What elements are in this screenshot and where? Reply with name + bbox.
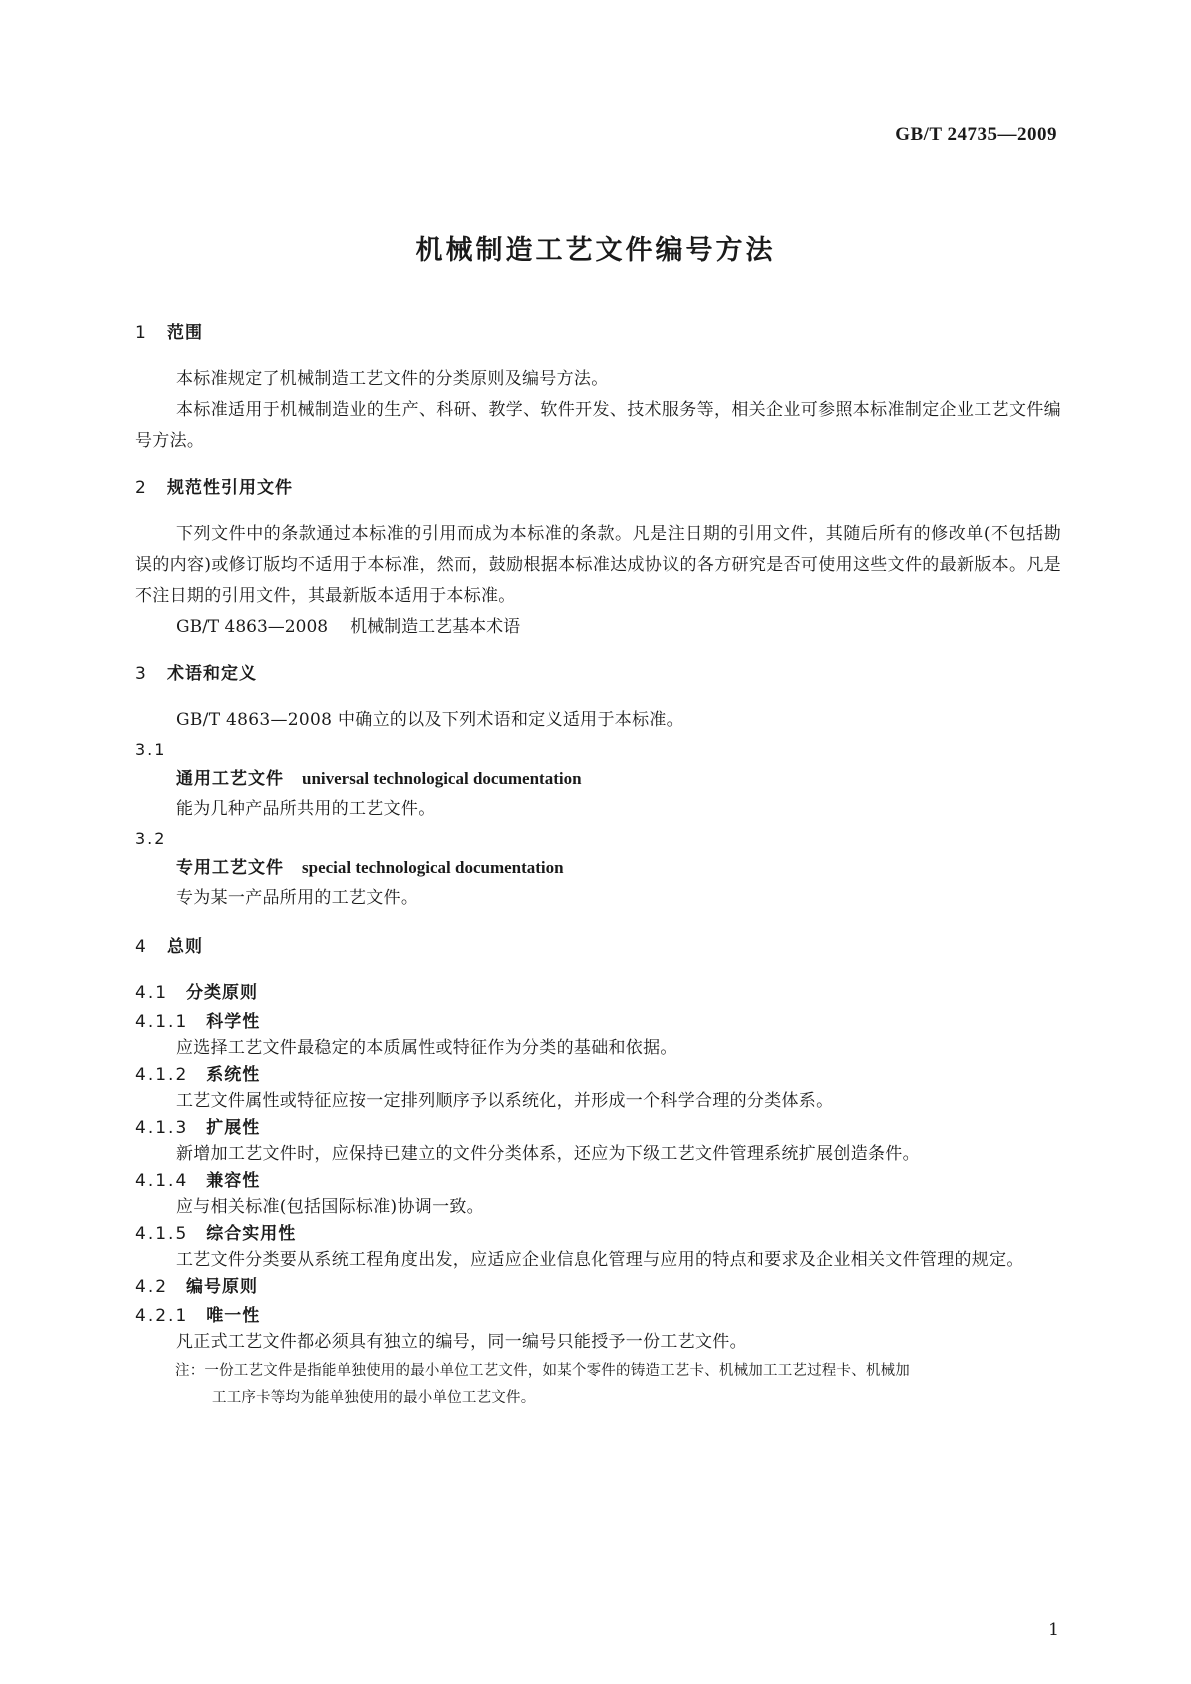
section-4-1-2-text: 工艺文件属性或特征应按一定排列顺序予以系统化，并形成一个科学合理的分类体系。 [176, 1091, 834, 1111]
normative-references-paragraph: 下列文件中的条款通过本标准的引用而成为本标准的条款。凡是注日期的引用文件，其随后所有的修改单(不包括勘误的内容)或修订版均不适用于本标准，然而，鼓励根据本标准达成协议的各方研究是否可使用这些文件的最新版本。凡是不注日期的引用文件，其最新版本适用于本标准。 [135, 524, 1061, 606]
reference-entry [135, 612, 1061, 643]
section-4-heading [135, 936, 1061, 958]
section-title: 编号原则 [186, 1277, 259, 1297]
section-4-2-1-heading [135, 1305, 1061, 1327]
reference-code: GB/T 4863—2008 [176, 617, 329, 637]
scope-paragraph-1: 本标准规定了机械制造工艺文件的分类原则及编号方法。 [176, 369, 609, 389]
section-4-1-3-heading [135, 1117, 1061, 1139]
section-4-2-heading [135, 1276, 1061, 1298]
term-3-1-definition: 能为几种产品所共用的工艺文件。 [176, 799, 436, 819]
section-number: 2 [135, 478, 147, 498]
note-line-1: 注：一份工艺文件是指能单独使用的最小单位工艺文件，如某个零件的铸造工艺卡、机械加工工艺过程卡、机械加 [175, 1363, 910, 1379]
note [135, 1358, 1061, 1412]
document-title: 机械制造工艺文件编号方法 [415, 235, 776, 266]
section-number: 3 [135, 664, 147, 684]
term-3-1-name [135, 764, 1061, 794]
section-title: 科学性 [206, 1012, 261, 1032]
section-2-heading [135, 477, 1061, 499]
section-4-1-1-heading [135, 1011, 1061, 1033]
term-3-1-number: 3.1 [135, 740, 167, 759]
reference-title: 机械制造工艺基本术语 [350, 617, 521, 637]
section-1-heading [135, 322, 1061, 344]
terms-intro-paragraph: GB/T 4863—2008 中确立的以及下列术语和定义适用于本标准。 [176, 710, 684, 730]
section-4-1-4-heading [135, 1170, 1061, 1192]
section-4-1-1-text: 应选择工艺文件最稳定的本质属性或特征作为分类的基础和依据。 [176, 1038, 678, 1058]
section-number: 4.1 [135, 983, 169, 1003]
section-4-1-5-heading [135, 1223, 1061, 1245]
section-number: 4.1.1 [135, 1012, 189, 1032]
note-line-2: 工工序卡等均为能单独使用的最小单位工艺文件。 [212, 1390, 536, 1406]
section-number: 4.1.3 [135, 1118, 189, 1138]
term-english: special technological documentation [302, 858, 564, 877]
section-title: 扩展性 [206, 1118, 261, 1138]
section-title: 范围 [167, 323, 203, 343]
section-4-1-5-text: 工艺文件分类要从系统工程角度出发，应适应企业信息化管理与应用的特点和要求及企业相关文件管理的规定。 [176, 1250, 1024, 1270]
term-3-2-definition: 专为某一产品所用的工艺文件。 [176, 888, 419, 908]
term-english: universal technological documentation [302, 769, 582, 788]
section-title: 分类原则 [186, 983, 259, 1003]
section-4-1-heading [135, 982, 1061, 1004]
section-3-heading [135, 663, 1061, 685]
page-number: 1 [1048, 1620, 1059, 1640]
section-number: 4.2 [135, 1277, 169, 1297]
section-title: 系统性 [206, 1065, 261, 1085]
standard-code: GB/T 24735—2009 [895, 124, 1057, 145]
section-title: 规范性引用文件 [167, 478, 293, 498]
scope-paragraph-2: 本标准适用于机械制造业的生产、科研、教学、软件开发、技术服务等，相关企业可参照本标准制定企业工艺文件编号方法。 [135, 400, 1061, 451]
section-title: 总则 [167, 937, 203, 957]
term-chinese: 通用工艺文件 [176, 769, 284, 789]
section-4-1-2-heading [135, 1064, 1061, 1086]
section-number: 1 [135, 323, 147, 343]
term-3-2-number: 3.2 [135, 829, 167, 848]
section-title: 综合实用性 [206, 1224, 297, 1244]
section-number: 4.1.5 [135, 1224, 189, 1244]
term-chinese: 专用工艺文件 [176, 858, 284, 878]
section-title: 唯一性 [206, 1306, 261, 1326]
section-title: 术语和定义 [167, 664, 257, 684]
section-number: 4 [135, 937, 147, 957]
section-number: 4.1.4 [135, 1171, 189, 1191]
term-3-2-name [135, 853, 1061, 883]
document-body [135, 322, 1061, 1412]
section-4-2-1-text: 凡正式工艺文件都必须具有独立的编号，同一编号只能授予一份工艺文件。 [176, 1332, 747, 1352]
section-number: 4.1.2 [135, 1065, 189, 1085]
section-4-1-4-text: 应与相关标准(包括国际标准)协调一致。 [176, 1197, 484, 1217]
section-4-1-3-text: 新增加工艺文件时，应保持已建立的文件分类体系，还应为下级工艺文件管理系统扩展创造条件。 [176, 1144, 920, 1164]
section-title: 兼容性 [206, 1171, 261, 1191]
section-number: 4.2.1 [135, 1306, 189, 1326]
